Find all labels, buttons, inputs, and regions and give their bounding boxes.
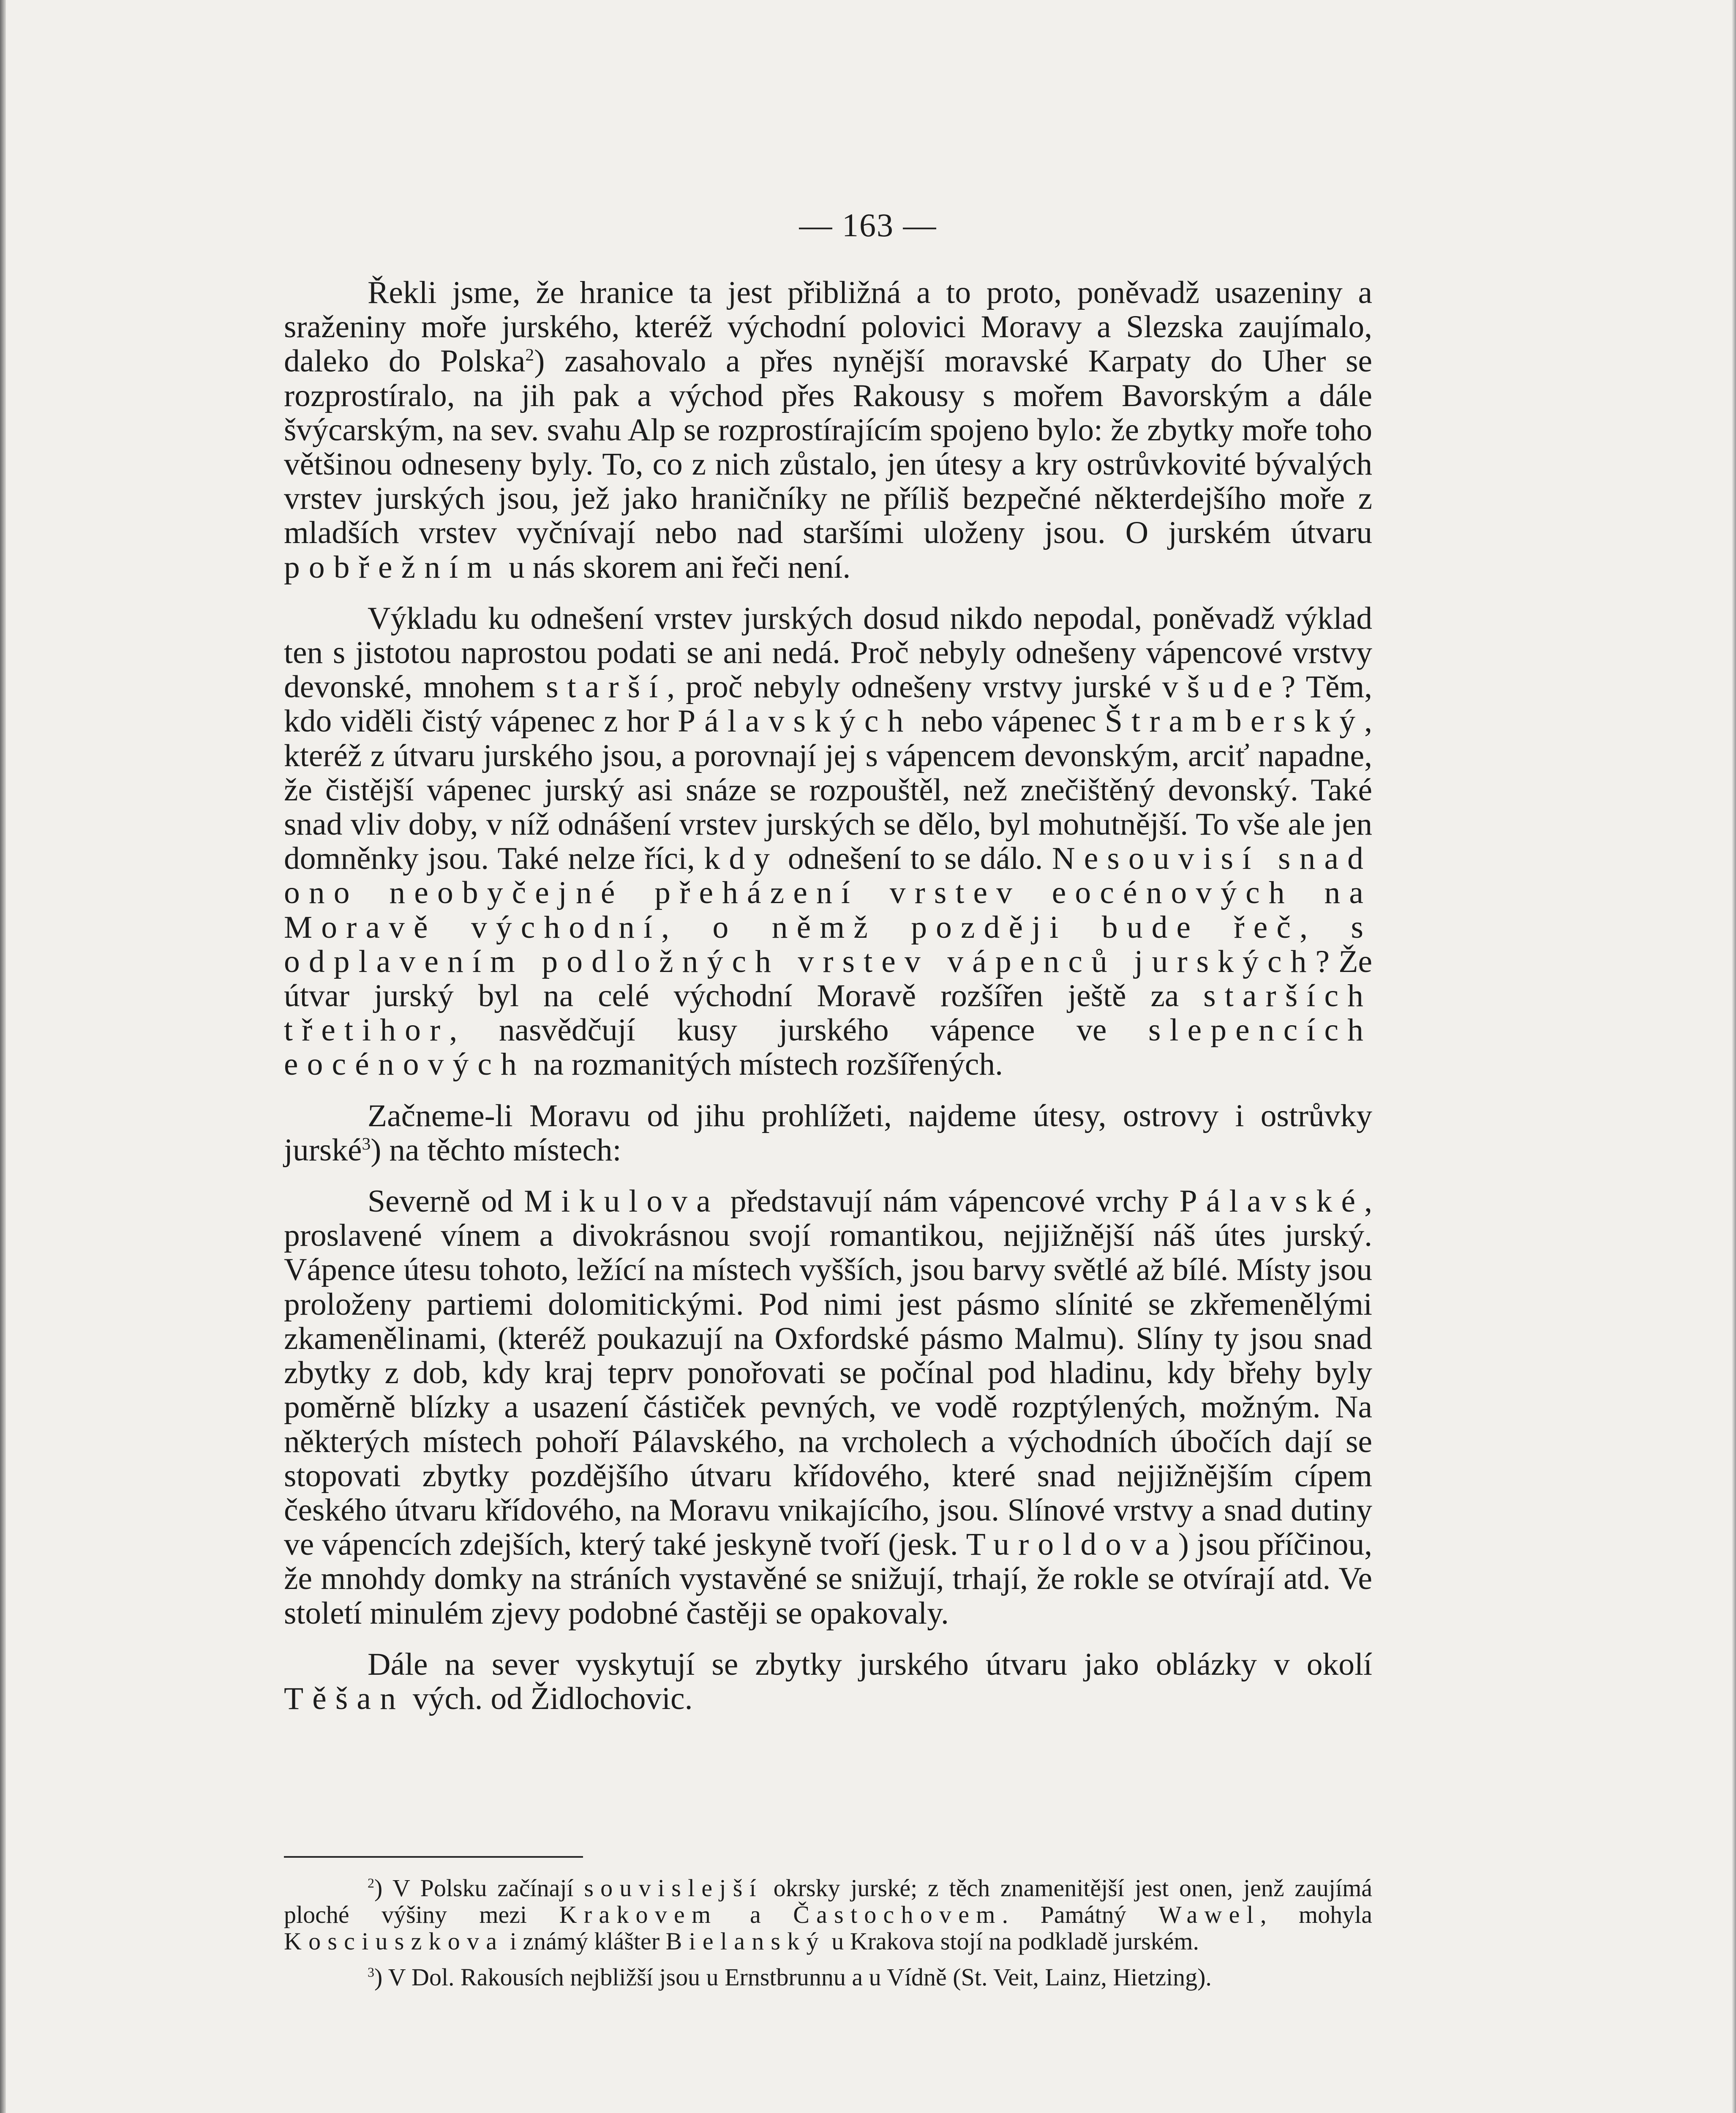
spaced-text: Krakovem	[559, 1901, 718, 1928]
text-run: , nasvědčují kusy jurského vápence ve	[449, 1013, 1148, 1048]
footnote-marker: 3	[362, 1133, 371, 1153]
text-run: , proč nebyly odnešeny vrstvy jurské	[667, 669, 1162, 705]
text-run: vých. od Židlochovic.	[404, 1681, 693, 1716]
footnote	[284, 1875, 1372, 1955]
text-run: Severně od	[368, 1184, 524, 1219]
text-run: a	[717, 1901, 793, 1928]
scan-edge-left	[0, 0, 6, 2113]
text-run: Začneme-li Moravu od jihu prohlížeti, najdeme útesy, ostrovy i ostrůvky jurské	[284, 1098, 1372, 1168]
text-run: ) jsou příčinou, že mnohdy domky na stráních vystavěné se snižují, trhají, že rokle se otvírají atd. Ve století minulém zjevy podobné častěji se opakovaly.	[284, 1527, 1372, 1631]
text-run: na rozmanitých místech rozšířených.	[525, 1047, 1003, 1082]
spaced-text: starších třetihor	[284, 978, 1372, 1048]
text-run: , kteréž z útvaru jurského jsou, a porovnají jej s vápencem devonským, arciť napadne, že čistější vápenec jurský asi snáze se rozpouštěl, než znečištěný devonský. Také snad vliv doby, v níž odnášení vrstev jurských se dělo, byl mohutnější. To vše ale jen domněnky jsou. Také nelze říci,	[284, 704, 1372, 876]
text-run: u Krakova stojí na podkladě jurském.	[825, 1927, 1199, 1955]
spaced-text: Pálavské	[1179, 1184, 1365, 1219]
text-run: ? Že útvar jurský byl na celé východní Moravě rozšířen ještě za	[284, 944, 1372, 1014]
spaced-text: Štramberský	[1104, 704, 1365, 739]
spaced-text: Pálavských	[678, 704, 913, 739]
text-run: ? Těm, kdo viděli čistý vápenec z hor	[284, 669, 1372, 739]
text-run: , proslavené vínem a divokrásnou svojí romantikou, nejjižnější náš útes jurský. Vápence útesu tohoto, ležící na místech vyšších, jsou barvy světlé až bílé. Místy jsou proloženy partiemi dolomitickými. Pod nimi jest pásmo slínité se zkřemenělými zkamenělinami, (kteréž poukazují na Oxfordské pásmo Malmu). Slíny ty jsou snad zbytky z dob, kdy kraj teprv ponořovati se počínal pod hladinu, kdy břehy byly poměrně blízky a usazení částiček pevných, ve vodě rozptýlených, možným. Na některých místech pohoří Pálavského, na vrcholech a východních úbočích dají se stopovati zbytky pozdějšího útvaru křídového, které snad nejjižnějším cípem českého útvaru křídového, na Moravu vnikajícího, jsou. Slínové vrstvy a snad dutiny ve vápencích zdejších, který také jeskyně tvoří (jesk.	[284, 1184, 1373, 1562]
footnote-marker: 2	[525, 345, 534, 365]
text-run: Dále na sever vyskytují se zbytky jurského útvaru jako oblázky v okolí	[368, 1646, 1372, 1682]
text-run: i známý klášter	[504, 1927, 666, 1955]
footnote-marker: 3	[368, 1965, 374, 1980]
spaced-text: Wawel	[1158, 1901, 1260, 1928]
text-run: ) V Dol. Rakousích nejbližší jsou u Ernstbrunnu a u Vídně (St. Veit, Lainz, Hietzing).	[374, 1963, 1212, 1991]
spaced-text: slepencích eocénových	[284, 1013, 1372, 1082]
paragraph	[284, 1184, 1372, 1630]
text-run: Řekli jsme, že hranice ta jest přibližná a to proto, poněvadž usazeniny a sraženiny moře jurského, kteréž východní polovici Moravy a Slezska zaujímalo, daleko do Polska	[284, 275, 1372, 379]
spaced-text: kdy	[704, 841, 779, 876]
spaced-text: Mikulova	[524, 1184, 719, 1219]
text-run: . Památný	[1002, 1901, 1159, 1928]
spaced-text: Turoldova	[966, 1527, 1178, 1562]
footnote-divider	[284, 1856, 583, 1858]
paragraph	[284, 1647, 1372, 1716]
spaced-text: Nesouvisí snad ono neobyčejné přeházení vrstev eocénových na Moravě východní, o němž později bude řeč, s odplavením podložných vrstev vápenců jurských	[284, 841, 1373, 979]
paragraph	[284, 276, 1372, 584]
footnote	[284, 1964, 1372, 1990]
spaced-text: Těšan	[284, 1681, 405, 1716]
body-text	[284, 276, 1372, 1733]
footnote-marker: 2	[368, 1875, 374, 1891]
spaced-text: všude	[1162, 669, 1281, 705]
page-number: — 163 —	[799, 207, 937, 243]
spaced-text: Bielanský	[665, 1927, 826, 1955]
text-run: okrsky jurské; z těch znamenitější jest onen, jenž zaujímá ploché výšiny mezi	[284, 1874, 1372, 1928]
spaced-text: starší	[546, 669, 667, 705]
text-run: Výkladu ku odnešení vrstev jurských dosud nikdo nepodal, poněvadž výklad ten s jistotou naprostou podati se ani nedá. Proč nebyly odnešeny vápencové vrstvy devonské, mnohem	[284, 601, 1372, 705]
text-run: odnešení to se dálo.	[779, 841, 1052, 876]
spaced-text: Kosciuszkova	[284, 1927, 504, 1955]
spaced-text: Častochovem	[793, 1901, 1002, 1928]
text-run: ) V Polsku začínají	[374, 1874, 584, 1902]
paragraph	[284, 601, 1372, 1082]
text-run: u nás skorem ani řeči není.	[501, 549, 851, 585]
scan-edge-right	[1732, 0, 1736, 2113]
text-run: ) zasahovalo a přes nynější moravské Karpaty do Uher se rozprostíralo, na jih pak a východ přes Rakousy s mořem Bavorským a dále švýcarským, na sev. svahu Alp se rozprostírajícím spojeno bylo: že zbytky moře toho většinou odneseny byly. To, co z nich zůstalo, jen útesy a kry ostrůvkovité bývalých vrstev jurských jsou, jež jako hraničníky ne příliš bezpečné některdejšího moře z mladších vrstev vyčnívají nebo nad staršími uloženy jsou. O jurském útvaru	[284, 344, 1373, 551]
text-run: představují nám vápencové vrchy	[719, 1184, 1180, 1219]
paragraph	[284, 1099, 1372, 1167]
footnotes	[284, 1875, 1372, 2000]
text-run: ) na těchto místech:	[371, 1132, 621, 1168]
text-run: , mohyla	[1260, 1901, 1372, 1928]
spaced-text: pobřežním	[284, 549, 501, 585]
text-run: nebo vápenec	[912, 704, 1105, 739]
spaced-text: souvislejší	[584, 1874, 763, 1902]
